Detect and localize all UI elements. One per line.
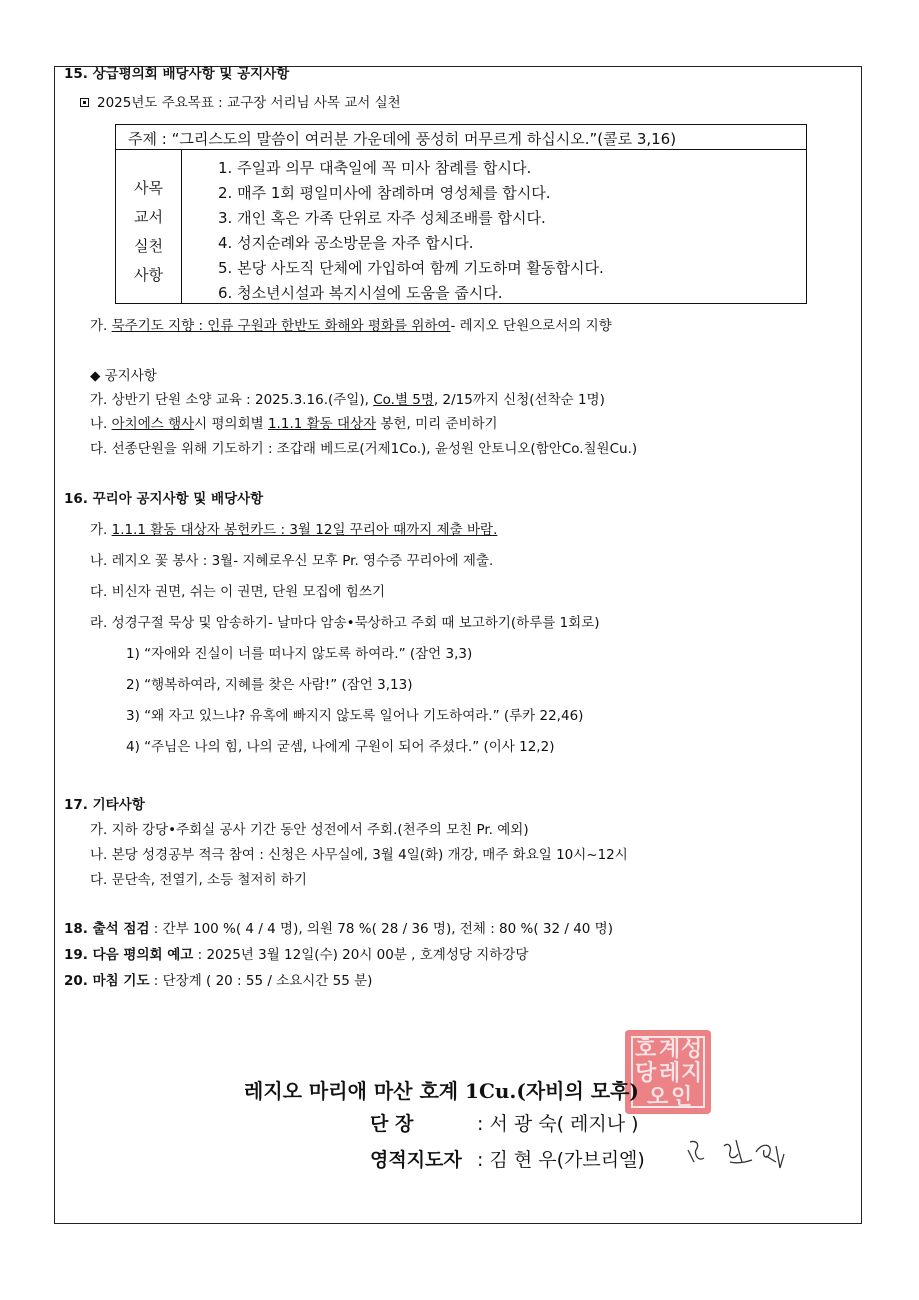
goal-item: 4. 성지순례와 공소방문을 자주 합시다. xyxy=(218,234,474,252)
red-seal-stamp: 호 계 성 당 레 지 오 인 xyxy=(625,1030,711,1114)
s17-item-b: 나. 본당 성경공부 적극 참여 : 신청은 사무실에, 3월 4일(화) 개강, 매주 화요일 10시~12시 xyxy=(90,847,628,863)
attendance-line xyxy=(64,920,613,938)
side-label-2: 교서 xyxy=(134,208,163,226)
goal-item: 2. 매주 1회 평일미사에 참례하며 영성체를 합시다. xyxy=(218,184,551,202)
attendance-text: : 간부 100 %( 4 / 4 명), 의원 78 %( 28 / 36 명), 전체 : 80 %( 32 / 40 명) xyxy=(149,921,613,937)
org-name: 레지오 마리애 마산 호계 1Cu.(자비의 모후) xyxy=(244,1079,639,1103)
goal-item: 6. 청소년시설과 복지시설에 도움을 줍시다. xyxy=(218,284,503,302)
goal-title-line xyxy=(80,94,401,112)
goal-title: 2025년도 주요목표 : 교구장 서리님 사목 교서 실천 xyxy=(97,95,401,111)
closing-prayer-label: 20. 마침 기도 xyxy=(64,973,150,989)
section-15-title: 15. 상급평의회 배당사항 및 공지사항 xyxy=(64,66,290,82)
verse-item: 3) “왜 자고 있느냐? 유혹에 빠지지 않도록 일어나 기도하여라.” (루카 22,46) xyxy=(126,708,584,724)
s16-item-b: 나. 레지오 꽃 봉사 : 3월- 지혜로우신 모후 Pr. 영수증 꾸리아에 제출. xyxy=(90,553,494,569)
goal-item: 1. 주일과 의무 대축일에 꼭 미사 참례를 합시다. xyxy=(218,159,532,177)
director-name: : 김 현 우(가브리엘) xyxy=(477,1149,645,1171)
attendance-label: 18. 출석 점검 xyxy=(64,921,150,937)
s16-item-c: 다. 비신자 권면, 쉬는 이 권면, 단원 모집에 힘쓰기 xyxy=(90,584,385,600)
notice-a-suffix: , 2/15까지 신청(선착순 1명) xyxy=(433,392,605,408)
prayer-prefix: 가. xyxy=(90,318,112,334)
prayer-underlined: 묵주기도 지향 : 인류 구원과 한반도 화해와 평화를 위하여 xyxy=(111,318,451,334)
goal-table-side xyxy=(116,150,182,303)
next-meeting-text: : 2025년 3월 12일(수) 20시 00분 , 호계성당 지하강당 xyxy=(193,947,529,963)
director-label: 영적지도자 xyxy=(370,1149,462,1171)
verse-item: 2) “행복하여라, 지혜를 찾은 사람!” (잠언 3,13) xyxy=(126,677,413,693)
section-16-title: 16. 꾸리아 공지사항 및 배당사항 xyxy=(64,491,264,507)
notice-a-prefix: 가. 상반기 단원 소양 교육 : 2025.3.16.(주일), xyxy=(90,392,374,408)
prayer-intention xyxy=(90,317,612,335)
s17-item-c: 다. 문단속, 전열기, 소등 철저히 하기 xyxy=(90,872,307,888)
side-label-3: 실천 xyxy=(134,237,163,255)
verse-item: 4) “주님은 나의 힘, 나의 굳셈, 나에게 구원이 되어 주셨다.” (이사 12,2) xyxy=(126,739,555,755)
leader-label: 단 장 xyxy=(370,1113,414,1135)
section-17-title: 17. 기타사항 xyxy=(64,797,145,813)
s16-item-d: 라. 성경구절 묵상 및 암송하기- 날마다 암송•묵상하고 주회 때 보고하기(하루를 1회로) xyxy=(90,615,600,631)
closing-prayer-text: : 단장계 ( 20 : 55 / 소요시간 55 분) xyxy=(149,973,373,989)
goal-theme: 주제 : “그리스도의 말씀이 여러분 가운데에 풍성히 머무르게 하십시오.”(콜로 3,16) xyxy=(128,130,677,148)
next-meeting-line xyxy=(64,946,528,964)
verse-item: 1) “자애와 진실이 너를 떠나지 않도록 하여라.” (잠언 3,3) xyxy=(126,646,473,662)
notice-b xyxy=(90,415,498,433)
prayer-suffix: - 레지오 단원으로서의 지향 xyxy=(450,318,612,334)
notice-b-prefix: 나. xyxy=(90,416,112,432)
goal-item: 5. 본당 사도직 단체에 가입하여 함께 기도하며 활동합시다. xyxy=(218,259,604,277)
checkbox-square-icon xyxy=(80,98,89,107)
closing-prayer-line xyxy=(64,972,372,990)
s16-item-a xyxy=(90,521,497,539)
s16-a-underlined: 1.1.1 활동 대상자 봉헌카드 : 3월 12일 꾸리아 때까지 제출 바람. xyxy=(111,522,498,538)
side-label-1: 사목 xyxy=(134,179,163,197)
notice-b-underlined-2: 1.1.1 활동 대상자 xyxy=(267,416,377,432)
notice-a-underlined: Co.별 5명 xyxy=(373,392,434,408)
notice-title: ◆ 공지사항 xyxy=(90,368,157,384)
goal-table-header xyxy=(116,125,806,150)
s16-a-prefix: 가. xyxy=(90,522,112,538)
goal-item: 3. 개인 혹은 가족 단위로 자주 성체조배를 합시다. xyxy=(218,209,546,227)
next-meeting-label: 19. 다음 평의회 예고 xyxy=(64,947,194,963)
s17-item-a: 가. 지하 강당•주회실 공사 기간 동안 성전에서 주회.(천주의 모친 Pr. 예외) xyxy=(90,822,529,838)
side-label-4: 사항 xyxy=(134,266,163,284)
notice-b-underlined-1: 아치에스 행사 xyxy=(111,416,195,432)
handwritten-signature xyxy=(684,1132,794,1177)
notice-a xyxy=(90,391,605,409)
leader-name: : 서 광 숙( 레지나 ) xyxy=(477,1113,639,1135)
notice-b-suffix: 봉헌, 미리 준비하기 xyxy=(376,416,498,432)
goal-table xyxy=(115,124,807,304)
notice-b-mid: 시 평의회별 xyxy=(194,416,268,432)
notice-c: 다. 선종단원을 위해 기도하기 : 조갑래 베드로(거제1Co.), 윤성원 안토니오(함안Co.칠원Cu.) xyxy=(90,441,638,457)
